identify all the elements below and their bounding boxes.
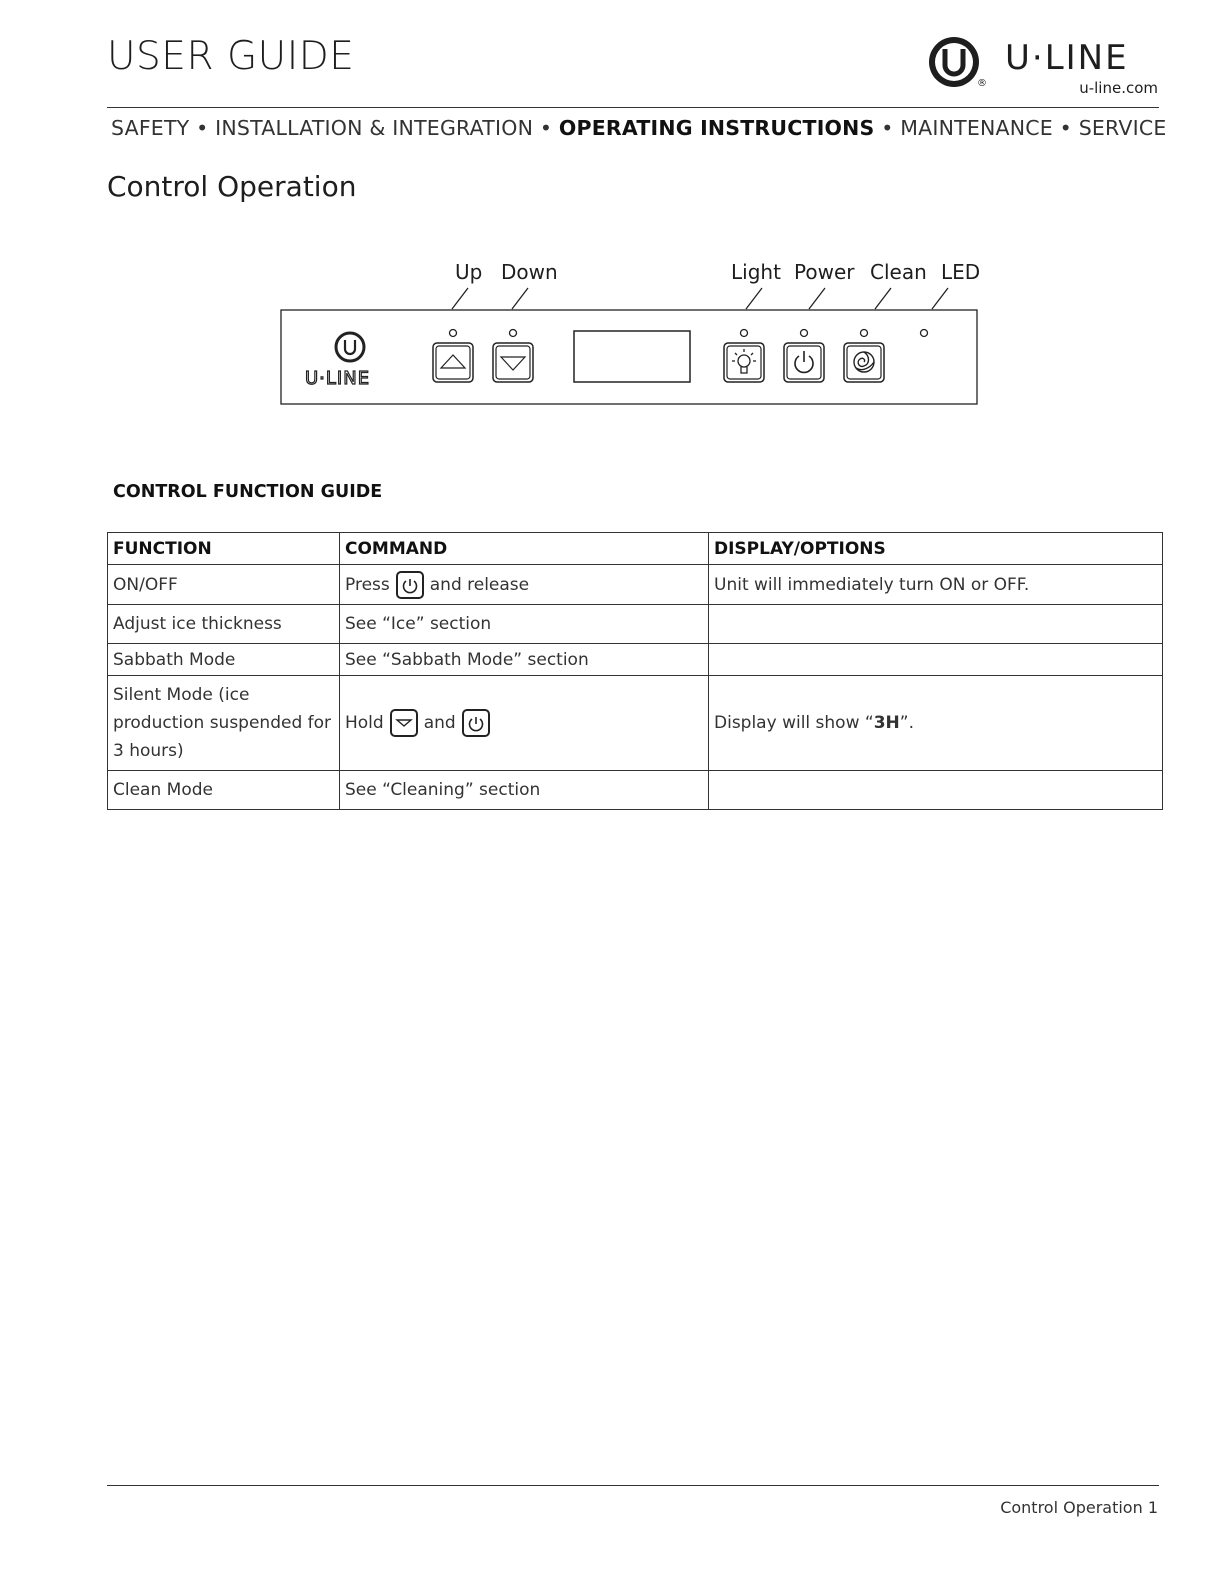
cell-display <box>709 771 1163 810</box>
power-button[interactable] <box>784 343 824 382</box>
cell-command: See “Ice” section <box>340 605 709 644</box>
uline-logo-icon <box>926 33 982 91</box>
nav-separator: • <box>539 116 553 140</box>
control-panel-diagram <box>270 282 990 412</box>
triangle-down-icon <box>501 357 525 370</box>
table-row <box>108 644 1163 676</box>
cell-function: Sabbath Mode <box>108 644 340 676</box>
cell-display <box>709 644 1163 676</box>
display-code: 3H <box>873 713 900 733</box>
footer-rule <box>107 1485 1159 1486</box>
control-function-table <box>107 532 1163 810</box>
label-up: Up <box>455 260 483 284</box>
header-function: FUNCTION <box>108 533 340 565</box>
header-display-options: DISPLAY/OPTIONS <box>709 533 1163 565</box>
down-button[interactable] <box>493 343 533 382</box>
function-guide-title: CONTROL FUNCTION GUIDE <box>113 482 383 502</box>
cell-display <box>709 605 1163 644</box>
header-command: COMMAND <box>340 533 709 565</box>
nav-item-service[interactable]: SERVICE <box>1078 116 1167 140</box>
cell-command <box>340 565 709 605</box>
table-row <box>108 565 1163 605</box>
panel-uline-logo-icon <box>336 333 364 361</box>
cell-command: See “Sabbath Mode” section <box>340 644 709 676</box>
registered-mark: ® <box>977 78 987 89</box>
nav-item-installation[interactable]: INSTALLATION & INTEGRATION <box>215 116 534 140</box>
cell-command: See “Cleaning” section <box>340 771 709 810</box>
swirl-icon <box>854 352 874 372</box>
panel-logo-text: U·LINE <box>305 368 371 389</box>
panel-display <box>574 331 690 382</box>
section-title: Control Operation <box>107 170 357 203</box>
command-text: and release <box>429 574 530 595</box>
leader-lines <box>452 288 948 309</box>
light-button[interactable] <box>724 343 764 382</box>
nav-separator: • <box>1059 116 1072 140</box>
command-text: Press <box>345 574 390 595</box>
brand-url: u-line.com <box>1079 79 1158 97</box>
down-key-icon <box>390 709 418 737</box>
cell-function: Silent Mode (ice production suspended for 3 hours) <box>108 676 340 771</box>
power-key-icon <box>462 709 490 737</box>
power-key-icon <box>396 571 424 599</box>
label-light: Light <box>731 260 781 284</box>
nav-item-operating-instructions[interactable]: OPERATING INSTRUCTIONS <box>558 116 875 140</box>
table-header-row <box>108 533 1163 565</box>
display-text: ”. <box>899 713 914 733</box>
up-button[interactable] <box>433 343 473 382</box>
label-clean: Clean <box>870 260 927 284</box>
section-nav <box>111 116 1167 140</box>
footer-page-label: Control Operation 1 <box>1000 1498 1158 1517</box>
nav-separator: • <box>196 116 209 140</box>
command-text: Hold <box>345 713 384 733</box>
label-led: LED <box>941 260 981 284</box>
display-text: Display will show “ <box>714 713 874 733</box>
document-title: USER GUIDE <box>107 34 355 79</box>
cell-function: ON/OFF <box>108 565 340 605</box>
cell-function: Clean Mode <box>108 771 340 810</box>
table-row <box>108 605 1163 644</box>
cell-display <box>709 676 1163 771</box>
label-down: Down <box>501 260 558 284</box>
nav-item-safety[interactable]: SAFETY <box>111 116 190 140</box>
label-power: Power <box>794 260 855 284</box>
cell-display: Unit will immediately turn ON or OFF. <box>709 565 1163 605</box>
clean-button[interactable] <box>844 343 884 382</box>
command-text: and <box>423 713 456 733</box>
lightbulb-icon <box>732 349 756 373</box>
brand-name: U·LINE <box>1005 38 1129 78</box>
table-row <box>108 676 1163 771</box>
header-rule <box>107 107 1159 108</box>
nav-separator: • <box>881 116 894 140</box>
power-icon <box>795 351 813 372</box>
cell-function: Adjust ice thickness <box>108 605 340 644</box>
triangle-up-icon <box>441 355 465 368</box>
cell-command <box>340 676 709 771</box>
table-row <box>108 771 1163 810</box>
nav-item-maintenance[interactable]: MAINTENANCE <box>900 116 1053 140</box>
